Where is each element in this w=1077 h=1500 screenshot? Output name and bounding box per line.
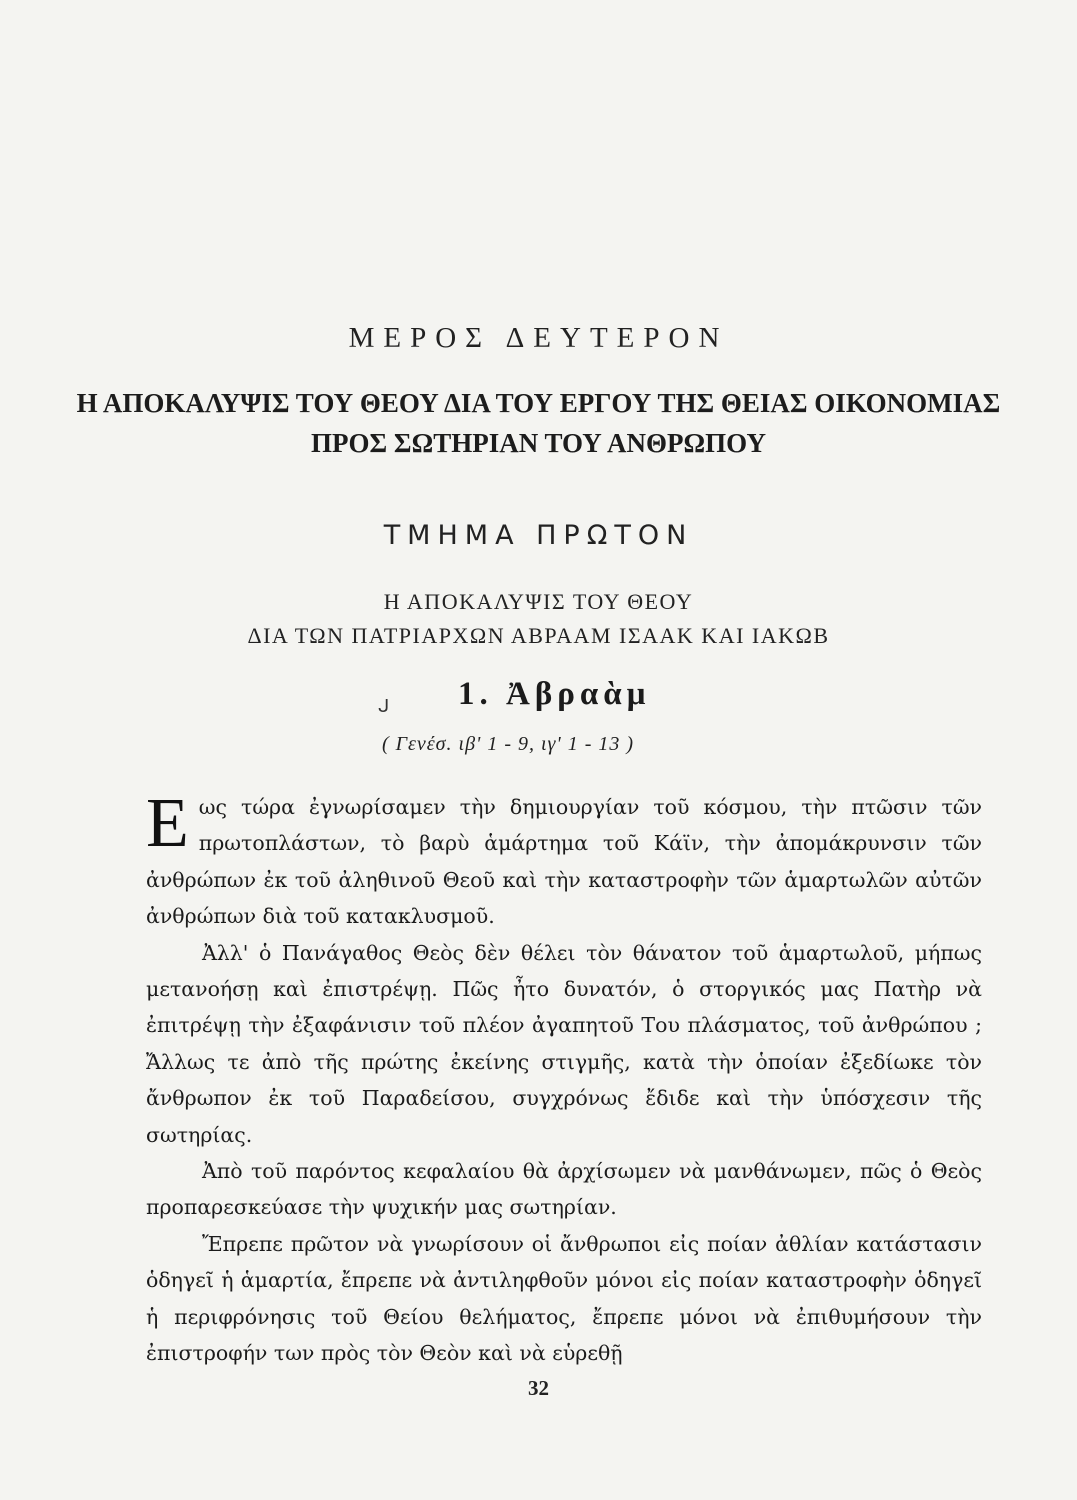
scripture-reference: ( Γενέσ. ιβ' 1 - 9, ιγ' 1 - 13 ) [382,733,635,755]
subtitle-line-1: Η ΑΠΟΚΑΛΥΨΙΣ ΤΟΥ ΘΕΟΥ [383,589,694,614]
paragraph-1 [146,785,982,935]
subtitle-line-2: ΔΙΑ ΤΩΝ ΠΑΤΡΙΑΡΧΩΝ ΑΒΡΑΑΜ ΙΣΑΑΚ ΚΑΙ ΙΑΚΩΒ [247,623,830,648]
paragraph-1-text: ως τώρα ἐγνωρίσαμεν τὴν δημιουργίαν τοῦ κόσμου, τὴν πτῶσιν τῶν πρωτοπλάστων, τὸ βαρὺ ἁμάρτημα τοῦ Κάϊν, τὴν ἀπομάκρυνσιν τῶν ἀνθρώπων ἐκ τοῦ ἀληθινοῦ Θεοῦ καὶ τὴν καταστροφὴν τῶν ἁμαρτωλῶν αὐτῶν ἀνθρώπων διὰ τοῦ κατακλυσμοῦ. [146,795,982,929]
main-title: Η ΑΠΟΚΑΛΥΨΙΣ ΤΟΥ ΘΕΟΥ ΔΙΑ ΤΟΥ ΕΡΓΟΥ ΤΗΣ ΘΕΙΑΣ ΟΙΚΟΝΟΜΙΑΣ ΠΡΟΣ ΣΩΤΗΡΙΑΝ ΤΟΥ ΑΝΘΡΩΠΟΥ [76,388,1001,458]
paragraph-2: Ἀλλ' ὁ Πανάγαθος Θεὸς δὲν θέλει τὸν θάνατον τοῦ ἁμαρτωλοῦ, μήπως μετανοήσῃ καὶ ἐπιστρέψῃ. Πῶς ἦτο δυνατόν, ὁ στοργικός μας Πατὴρ νὰ ἐπιτρέψῃ τὴν ἐξαφάνισιν τοῦ πλέον ἀγαπητοῦ Του πλάσματος, τοῦ ἀνθρώπου ; Ἄλλως τε ἀπὸ τῆς πρώτης ἐκείνης στιγμῆς, κατὰ τὴν ὁποίαν ἐξεδίωκε τὸν ἄνθρωπον ἐκ τοῦ Παραδείσου, συγχρόνως ἔδιδε καὶ τὴν ὑπόσχεσιν τῆς σωτηρίας. [146,940,982,1147]
section-title: ΤΜΗΜΑ ΠΡΩΤΟΝ [383,520,694,551]
chapter-margin-mark: ᒍ [378,696,390,717]
part-title: ΜΕΡΟΣ ΔΕΥΤΕΡΟΝ [348,322,729,354]
page-number: 32 [528,1376,549,1400]
paragraph-3: Ἀπὸ τοῦ παρόντος κεφαλαίου θὰ ἀρχίσωμεν νὰ μανθάνωμεν, πῶς ὁ Θεὸς προπαρεσκεύασε τὴν ψυχικήν μας σωτηρίαν. [146,1159,982,1220]
chapter-title: 1. Ἀβραὰμ [458,676,651,712]
drop-cap: Ε [146,785,189,862]
paragraph-4: Ἔπρεπε πρῶτον νὰ γνωρίσουν οἱ ἄνθρωποι εἰς ποίαν ἀθλίαν κατάστασιν ὁδηγεῖ ἡ ἁμαρτία, ἔπρεπε νὰ ἀντιληφθοῦν μόνοι εἰς ποίαν καταστροφὴν ὁδηγεῖ ἡ περιφρόνησις τοῦ Θείου θελήματος, ἔπρεπε μόνοι νὰ ἐπιθυμήσουν τὴν ἐπιστροφήν των πρὸς τὸν Θεὸν καὶ νὰ εὑρεθῇ [146,1231,982,1366]
body-text [146,785,982,1372]
section-subtitle [100,585,977,653]
